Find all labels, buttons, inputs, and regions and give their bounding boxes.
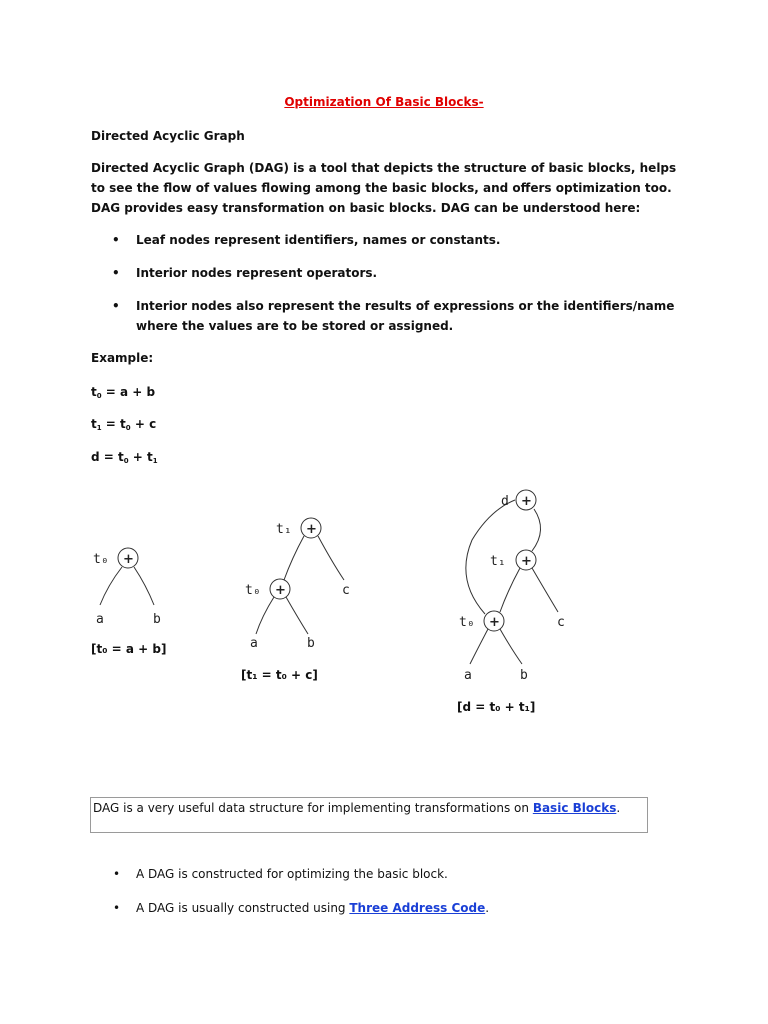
three-address-code-link[interactable]: Three Address Code xyxy=(349,901,486,915)
d1-op-text: + xyxy=(123,552,134,567)
d2-edge-top-mid xyxy=(284,536,304,580)
lower-bullet-item: A DAG is constructed for optimizing the basic block. xyxy=(136,867,448,881)
d1-edge-a xyxy=(100,567,122,605)
d1-leaf-a: a xyxy=(96,612,104,627)
equation-t1: $t_1 = t_0 + c$ xyxy=(91,417,157,432)
d3-t1-op: + xyxy=(521,554,532,569)
bullet-symbol: • xyxy=(112,266,120,280)
d3-t0-label: t₀ xyxy=(459,615,475,630)
d1-t0-label: t₀ xyxy=(93,552,109,567)
d1-edge-b xyxy=(134,567,154,605)
equation-t0: $t_0 = a + b$ xyxy=(91,385,156,400)
d3-d-op: + xyxy=(521,494,532,509)
bullet-item: Interior nodes also represent the results of expressions or the identifiers/name where the values are to be stored or assigned. xyxy=(136,299,675,333)
page-title: Optimization Of Basic Blocks- xyxy=(284,95,484,109)
d3-leaf-c: c xyxy=(557,615,565,630)
bullet-symbol: • xyxy=(112,299,120,313)
d3-caption: [d = t₀ + t₁] xyxy=(457,700,536,714)
d2-edge-mid-a xyxy=(256,597,274,634)
bullet-item: Interior nodes represent operators. xyxy=(136,266,378,280)
d2-leaf-a: a xyxy=(250,636,258,651)
bullet-symbol: • xyxy=(112,233,120,247)
d3-edge-t1-c xyxy=(532,568,558,612)
info-box-text: DAG is a very useful data structure for implementing transformations on xyxy=(93,801,533,815)
d2-mid-op: + xyxy=(275,583,286,598)
d3-d-label: d xyxy=(501,494,509,509)
bullet-item: Leaf nodes represent identifiers, names or constants. xyxy=(136,233,501,247)
info-box xyxy=(90,797,648,833)
d1-leaf-b: b xyxy=(153,612,161,627)
intro-paragraph: Directed Acyclic Graph (DAG) is a tool that depicts the structure of basic blocks, helps to see the flow of values flowing among the basic blocks, and offers optimization too. DAG provides easy transformation on basic blocks. DAG can be understood here: xyxy=(91,161,677,215)
lower-bullet-item: A DAG is usually constructed using Three Address Code. xyxy=(136,901,490,915)
d2-t0-label: t₀ xyxy=(245,583,261,598)
d3-edge-t0-a xyxy=(470,629,488,664)
d2-top-op: + xyxy=(306,522,317,537)
d3-edge-t0-b xyxy=(500,629,522,664)
d3-t0-op: + xyxy=(489,615,500,630)
d3-edge-t1-t0 xyxy=(500,568,520,612)
equation-d: $d = t_0 + t_1$ xyxy=(91,450,158,465)
bullet-symbol: • xyxy=(113,901,121,915)
section-heading: Directed Acyclic Graph xyxy=(91,129,245,143)
d2-leaf-c: c xyxy=(342,583,350,598)
d1-caption: [t₀ = a + b] xyxy=(91,642,167,656)
d2-caption: [t₁ = t₀ + c] xyxy=(241,668,318,682)
d2-t1-label: t₁ xyxy=(276,522,292,537)
d2-edge-top-c xyxy=(318,536,344,580)
d3-leaf-b: b xyxy=(520,668,528,683)
bullet-symbol: • xyxy=(113,867,121,881)
d2-leaf-b: b xyxy=(307,636,315,651)
d2-edge-mid-b xyxy=(286,597,308,634)
example-label: Example: xyxy=(91,351,154,365)
d3-leaf-a: a xyxy=(464,668,472,683)
basic-blocks-link[interactable]: Basic Blocks xyxy=(532,801,617,815)
d3-t1-label: t₁ xyxy=(490,554,506,569)
info-box-after: . xyxy=(616,801,621,815)
d3-edge-t1-d xyxy=(532,509,541,551)
